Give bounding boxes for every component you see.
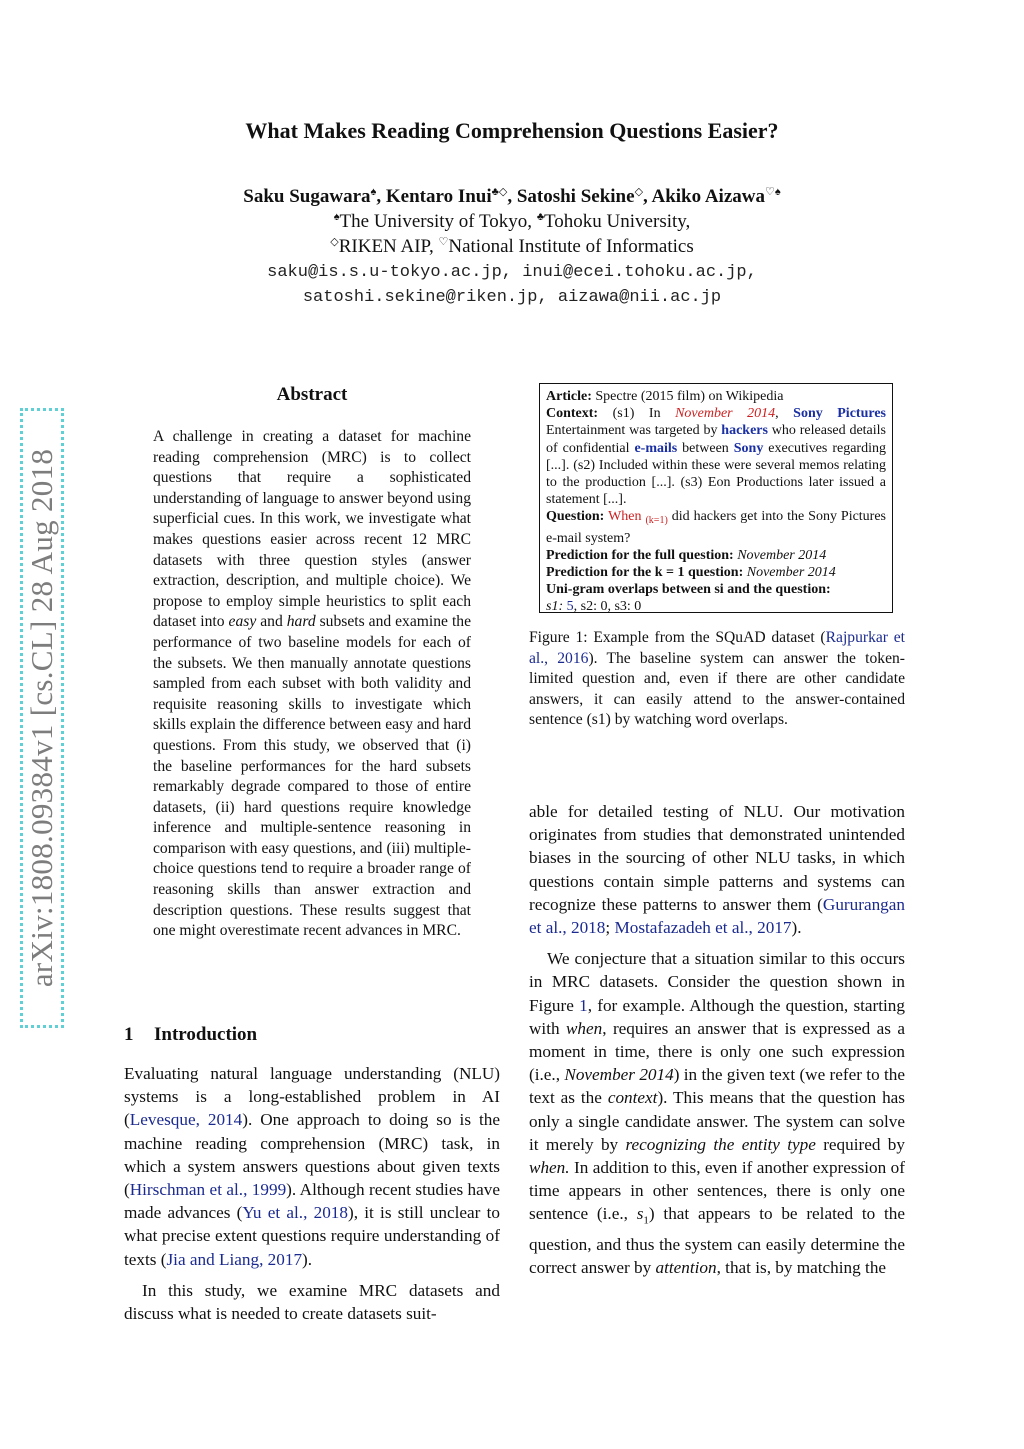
affiliation-line-2 (0, 236, 1024, 258)
body-text: ). One approach to doing so is the machine reading comprehension (MRC) task, in which a system answers questions about given texts ( (124, 1110, 501, 1200)
citation-link[interactable]: Levesque, 2014 (129, 1110, 243, 1130)
affil-text: The University of Tokyo, (339, 211, 537, 232)
body-text: We conjecture that a situation similar to this occurs in MRC datasets. Consider the question shown in Figure (529, 949, 905, 1015)
fig-overlap-highlight: hackers (721, 423, 768, 439)
citation-link[interactable]: Yu et al., 2018 (242, 1203, 348, 1223)
fig-text: Spectre (2015 film) on Wikipedia (591, 389, 784, 404)
fig-question (546, 508, 886, 546)
body-emph: November 2014 (564, 1065, 674, 1085)
fig-prediction-k (546, 564, 886, 581)
section-heading (124, 1024, 257, 1046)
citation-link[interactable]: Hirschman et al., 1999 (129, 1180, 287, 1200)
affil-symbol: ♠ (333, 211, 340, 223)
fig-overlap (546, 581, 886, 598)
figure-ref-link[interactable]: 1 (579, 995, 588, 1015)
fig-label: Uni-gram overlaps between si and the question: (546, 582, 831, 598)
body-emph: context (607, 1088, 658, 1108)
fig-text: did hackers get into the Sony Pictures e-mail system? (546, 509, 887, 546)
affil-symbol: ♣ (536, 211, 545, 223)
fig-text: Entertainment was targeted by (546, 423, 722, 439)
fig-text: , s2: 0, s3: 0 (573, 599, 642, 615)
fig-prediction-full (546, 547, 886, 564)
fig-question-word: When (608, 509, 642, 525)
author-list: Saku Sugawara♠, Kentaro Inui♣◇, Satoshi Sekine◇, Akiko Aizawa♡♠ (243, 186, 781, 207)
author-3: Satoshi Sekine (516, 186, 635, 207)
author-2-affil: ♣◇ (491, 186, 508, 198)
affiliation-line-1 (0, 211, 1024, 233)
paper-title: What Makes Reading Comprehension Questions Easier? (245, 118, 779, 143)
abstract-text: subsets and examine the performance of two baseline models for each of the subsets. We then manually annotate questions sampled from each subset with both validity and requisite reasoning skills to investigate which skills explain the difference between easy and hard questions. From this study, we observed that (i) the baseline performances for the hard subsets remarkably degrade compared to those of entire datasets, (ii) hard questions require knowledge inference and multiple-sentence reasoning in comparison with easy questions, and (iii) multiple-choice questions tend to require a broader range of reasoning skills than answer extraction and description questions. These results suggest that one might overestimate recent advances in MRC. (153, 613, 471, 940)
body-text: ; (605, 918, 615, 938)
intro-left-column (124, 1062, 500, 1325)
fig-value: November 2014 (746, 565, 836, 581)
body-text: ) that appears to be related to the question, and thus the system can easily determine the correct answer by (529, 1204, 905, 1278)
body-text: ), it is still unclear to what precise extent questions require understanding of texts ( (124, 1203, 500, 1269)
body-text: , that is, by matching the (716, 1258, 887, 1278)
section-number: 1 (124, 1024, 134, 1045)
author-4-affil: ♡♠ (764, 186, 781, 198)
fig-text: who released details of confidential (546, 423, 886, 456)
affil-text: RIKEN AIP, (338, 236, 439, 257)
body-text: ). This means that the question has only a single candidate answer. The system can solve it merely by (529, 1088, 905, 1154)
abstract-emph: easy (228, 613, 257, 631)
citation-link[interactable]: Gururangan et al., 2018 (529, 894, 905, 938)
author-2: Kentaro Inui (385, 186, 492, 207)
fig-overlap-highlight: Sony Pictures (793, 406, 886, 422)
fig-text: , (775, 406, 794, 422)
fig-label: Prediction for the full question: (546, 547, 734, 563)
body-text: In addition to this, even if another expression of time appears in other sentences, there is only one sentence (i.e., (529, 1158, 905, 1224)
section-title: Introduction (154, 1024, 258, 1045)
citation-link[interactable]: Mostafazadeh et al., 2017 (614, 918, 792, 938)
fig-value: 5 (566, 599, 574, 615)
body-text: Evaluating natural language understanding (NLU) systems is a long-established problem in AI ( (124, 1064, 500, 1130)
intro-right-column (529, 800, 905, 1280)
fig-article (546, 388, 886, 405)
email-line-2: satoshi.sekine@riken.jp, aizawa@nii.ac.jp (302, 288, 722, 307)
fig-text: (s1) In (598, 406, 676, 422)
abstract-text: and (256, 613, 287, 631)
body-text: ). Although recent studies have made advances ( (124, 1180, 500, 1223)
email-line-1: saku@is.s.u-tokyo.ac.jp, inui@ecei.tohoku.ac.jp, (267, 263, 757, 282)
body-text: ) in the given text (we refer to the text as the (529, 1065, 906, 1108)
paragraph (124, 1062, 500, 1271)
body-text: able for detailed testing of NLU. Our motivation originates from studies that demonstrated unintended biases in the sourcing of other NLU tasks, in which questions contain simple patterns and systems can recognize these patterns to answer them ( (529, 802, 905, 914)
body-text: , for example. Although the question, starting with (529, 995, 905, 1038)
citation-link[interactable]: Jia and Liang, 2017 (166, 1249, 303, 1269)
abstract-emph: hard (286, 613, 316, 631)
paragraph (529, 947, 905, 1279)
arxiv-stamp (20, 408, 64, 1028)
fig-text: between (677, 440, 734, 456)
author-4: Akiko Aizawa (651, 186, 765, 207)
citation-link[interactable]: Rajpurkar et al., 2016 (529, 629, 905, 667)
fig-text: s1: (546, 599, 567, 615)
body-text: ). (791, 918, 802, 938)
fig-context (546, 405, 886, 508)
abstract-heading: Abstract (276, 384, 348, 405)
abstract-text: A challenge in creating a dataset for machine reading comprehension (MRC) is to collect questions that require a sophisticated understanding of language to answer beyond using superficial cues. In this work, we investigate what makes questions easier across recent 12 MRC datasets with three question styles (answer extraction, description, and multiple choice). We propose to employ simple heuristics to split each dataset into (153, 428, 471, 631)
fig-label: Context: (546, 406, 599, 422)
affil-symbol: ◇ (330, 236, 339, 248)
author-1: Saku Sugawara (243, 186, 371, 207)
fig-answer-highlight: November 2014 (675, 406, 776, 422)
body-emph: attention (655, 1258, 717, 1278)
fig-text: executives regarding [...]. (s2) Included within these were several memos relating to the production [...]. (s3) Eon Productions later issued a statement [...]. (546, 440, 886, 508)
affil-text: National Institute of Informatics (448, 236, 694, 257)
fig-overlap-highlight: Sony (733, 440, 764, 456)
figure-1-box (539, 383, 893, 613)
body-text: , requires an answer that is expressed as a moment in time, there is only one such expression (i.e., (529, 1018, 905, 1085)
math-symbol: s (636, 1204, 644, 1224)
paragraph (529, 800, 905, 939)
arxiv-id: arXiv:1808.09384v1 [cs.CL] 28 Aug 2018 (24, 448, 59, 988)
caption-text: Figure 1: Example from the SQuAD dataset ( (529, 629, 826, 646)
affil-text: Tohoku University, (544, 211, 691, 232)
affil-symbol: ♡ (438, 236, 449, 248)
caption-text: ). The baseline system can answer the token-limited question and, even if there are other candidate answers, it can easily attend to the answer-contained sentence (s1) by watching word overlaps. (529, 649, 905, 729)
fig-label: Article: (546, 389, 592, 404)
math-subscript: 1 (643, 1214, 649, 1227)
body-text: required by (815, 1134, 905, 1154)
fig-label: Question: (546, 509, 605, 525)
body-emph: recognizing the entity type (625, 1134, 816, 1154)
author-1-affil: ♠ (370, 186, 377, 198)
fig-value: November 2014 (737, 547, 827, 563)
abstract-body (153, 427, 471, 942)
author-3-affil: ◇ (634, 186, 644, 198)
body-text: ). (302, 1249, 313, 1269)
fig-overlap-values (546, 598, 886, 615)
paragraph: In this study, we examine MRC datasets and discuss what is needed to create datasets suit- (124, 1280, 500, 1324)
figure-1-caption (529, 628, 905, 731)
body-emph: when. (529, 1158, 570, 1178)
body-emph: when (565, 1018, 603, 1038)
fig-question-subscript: (k=1) (645, 515, 668, 527)
fig-label: Prediction for the k = 1 question: (546, 565, 744, 581)
fig-overlap-highlight: e-mails (634, 440, 678, 456)
